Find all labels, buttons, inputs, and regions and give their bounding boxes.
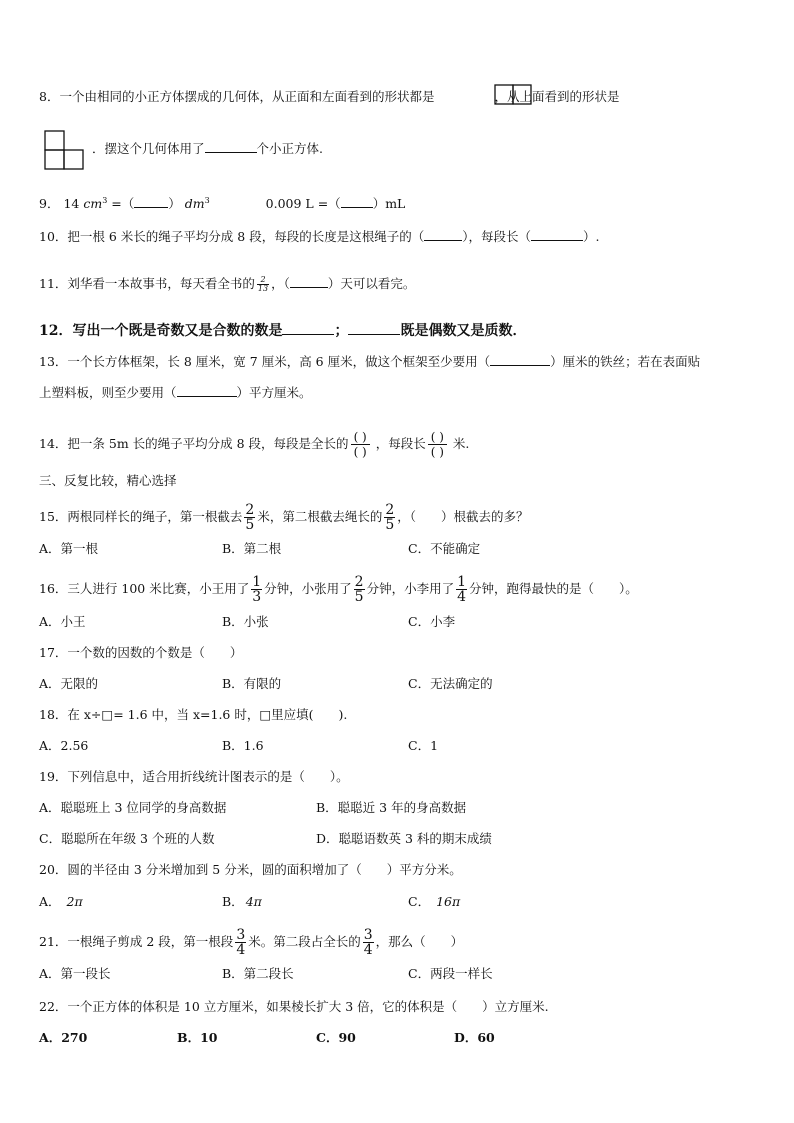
option-b[interactable]: B．1.6 xyxy=(222,738,264,753)
answer-blank[interactable] xyxy=(490,353,550,366)
question-9: 9． 14 $cm^3$ =（ ） $dm^3$ 0.009 L =（ ）mL xyxy=(39,196,406,212)
option-a[interactable]: A．第一段长 xyxy=(39,966,111,981)
fraction-blank[interactable]: $\frac{( )}{( )}$ xyxy=(428,430,447,459)
option-b[interactable]: B．第二根 xyxy=(222,541,282,556)
question-13-line1: 13．一个长方体框架，长 8 厘米，宽 7 厘米，高 6 厘米，做这个框架至少要用（ ）厘米的铁丝；若在表面贴 xyxy=(39,354,701,369)
option-b[interactable]: B．第二段长 xyxy=(222,966,294,981)
option-b[interactable]: B．聪聪近 3 年的身高数据 xyxy=(316,800,467,815)
question-19: 19．下列信息中，适合用折线统计图表示的是（ ）。 xyxy=(39,769,349,784)
option-a[interactable]: A．270 xyxy=(39,1030,88,1045)
front-view-figure xyxy=(494,84,532,106)
fraction: $\frac{1}{4}$ xyxy=(457,574,467,605)
answer-blank[interactable] xyxy=(341,195,373,208)
answer-blank[interactable] xyxy=(531,228,583,241)
option-c[interactable]: C．不能确定 xyxy=(408,541,481,556)
fraction: $\frac{2}{13}$ xyxy=(257,275,269,293)
fraction: $\frac{3}{4}$ xyxy=(363,927,373,958)
question-10: 10．把一根 6 米长的绳子平均分成 8 段，每段的长度是这根绳子的（ ），每段长（ ）. xyxy=(39,229,600,244)
answer-blank[interactable] xyxy=(134,195,168,208)
answer-blank[interactable] xyxy=(424,228,462,241)
option-a[interactable]: A．聪聪班上 3 位同学的身高数据 xyxy=(39,800,227,815)
option-b[interactable]: B． 4π xyxy=(222,894,262,909)
answer-blank[interactable] xyxy=(282,322,334,335)
section-title: 三、反复比较，精心选择 xyxy=(39,473,177,488)
option-a[interactable]: A．2.56 xyxy=(39,738,89,753)
option-c[interactable]: C．90 xyxy=(316,1030,356,1045)
question-13-line2: 上塑料板，则至少要用（ ）平方厘米。 xyxy=(39,385,312,400)
answer-blank[interactable] xyxy=(290,275,328,288)
question-8-text-b: ，从上面看到的形状是 xyxy=(494,89,620,104)
fraction: $\frac{2}{5}$ xyxy=(354,574,364,605)
option-d[interactable]: D．聪聪语数英 3 科的期末成绩 xyxy=(316,831,492,846)
answer-blank[interactable] xyxy=(205,140,257,153)
question-14: 14．把一条 5m 长的绳子平均分成 8 段，每段是全长的 $\frac{( )}{( )}$ ，每段长 $\frac{( )}{( )}$ 米. xyxy=(39,430,470,459)
option-b[interactable]: B．有限的 xyxy=(222,676,282,691)
answer-blank[interactable] xyxy=(177,384,237,397)
question-11: 11．刘华看一本故事书，每天看全书的 $\frac{2}{13}$ ，（ ）天可以看完。 xyxy=(39,275,416,293)
question-18: 18．在 x÷□= 1.6 中，当 x=1.6 时，□里应填( ). xyxy=(39,707,348,722)
top-view-figure xyxy=(44,130,84,170)
question-15: 15．两根同样长的绳子，第一根截去 $\frac{2}{5}$ 米，第二根截去绳长的 $\frac{2}{5}$ ，（ ）根截去的多？ xyxy=(39,502,529,533)
option-a[interactable]: A． 2π xyxy=(39,894,83,909)
question-16: 16．三人进行 100 米比赛，小王用了 $\frac{1}{3}$ 分钟，小张用了 $\frac{2}{5}$ 分钟，小李用了 $\frac{1}{4}$ 分钟，跑得最快的是（ ）。 xyxy=(39,574,638,605)
option-c[interactable]: C．两段一样长 xyxy=(408,966,493,981)
question-12: 12．写出一个既是奇数又是合数的数是 ； 既是偶数又是质数． xyxy=(39,323,527,339)
option-c[interactable]: C．小李 xyxy=(408,614,456,629)
option-c[interactable]: C． 16π xyxy=(408,894,461,909)
fraction: $\frac{2}{5}$ xyxy=(245,502,255,533)
fraction: $\frac{1}{3}$ xyxy=(252,574,262,605)
fraction: $\frac{2}{5}$ xyxy=(385,502,395,533)
answer-blank[interactable] xyxy=(348,322,400,335)
question-21: 21．一根绳子剪成 2 段，第一根段 $\frac{3}{4}$ 米。第二段占全长的 $\frac{3}{4}$ ，那么（ ） xyxy=(39,927,464,958)
question-22: 22．一个正方体的体积是 10 立方厘米，如果棱长扩大 3 倍，它的体积是（ ）立方厘米. xyxy=(39,999,549,1014)
question-8-text: 8．一个由相同的小正方体摆成的几何体，从正面和左面看到的形状都是 xyxy=(39,89,435,104)
question-20: 20．圆的半径由 3 分米增加到 5 分米，圆的面积增加了（ ）平方分米。 xyxy=(39,862,462,877)
option-c[interactable]: C．无法确定的 xyxy=(408,676,493,691)
question-8-line1 xyxy=(39,88,619,106)
option-a[interactable]: A．无限的 xyxy=(39,676,99,691)
fraction: $\frac{3}{4}$ xyxy=(236,927,246,958)
option-a[interactable]: A．第一根 xyxy=(39,541,99,556)
option-d[interactable]: D．60 xyxy=(454,1030,495,1045)
fraction-blank[interactable]: $\frac{( )}{( )}$ xyxy=(351,430,370,459)
question-8-line2: ．摆这个几何体用了 个小正方体. xyxy=(92,141,323,156)
option-b[interactable]: B．小张 xyxy=(222,614,269,629)
question-17: 17．一个数的因数的个数是（ ） xyxy=(39,645,243,660)
option-c[interactable]: C．聪聪所在年级 3 个班的人数 xyxy=(39,831,215,846)
option-b[interactable]: B．10 xyxy=(177,1030,218,1045)
option-c[interactable]: C．1 xyxy=(408,738,439,753)
option-a[interactable]: A．小王 xyxy=(39,614,86,629)
